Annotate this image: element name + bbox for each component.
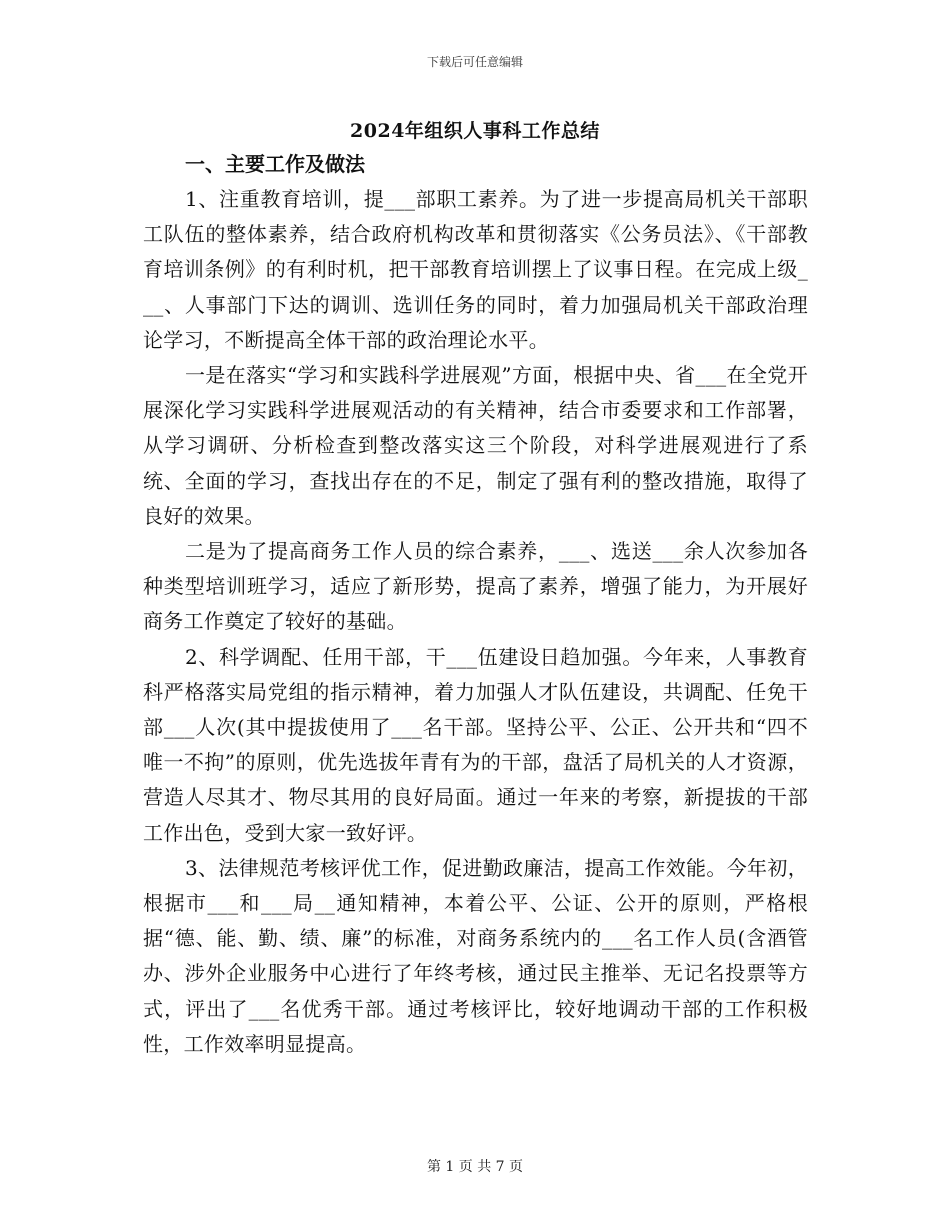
paragraph-staff-quality: 二是为了提高商务工作人员的综合素养，___、选送___余人次参加各种类型培训班学习，适应了新形势，提高了素养，增强了能力，为开展好商务工作奠定了较好的基础。 (143, 539, 808, 634)
paragraph-cadre-appointment: 2、科学调配、任用干部，干___伍建设日趋加强。今年来，人事教育科严格落实局党组的指示精神，着力加强人才队伍建设，共调配、任免干部___人次(其中提拔使用了___名干部。坚持公平、公正、公开共和“四不唯一不拘”的原则，优先选拔年青有为的干部，盘活了局机关的人才资源，营造人尽其才、物尽其用的良好局面。通过一年来的考察，新提拔的干部工作出色，受到大家一致好评。 (143, 644, 808, 845)
document-title: 2024年组织人事科工作总结 (350, 120, 600, 142)
section-heading: 一、主要工作及做法 (185, 152, 365, 176)
page-number: 第 1 页 共 7 页 (426, 1159, 524, 1175)
paragraph-assessment: 3、法律规范考核评优工作，促进勤政廉洁，提高工作效能。今年初，根据市___和___局__通知精神，本着公平、公证、公开的原则，严格根据“德、能、勤、绩、廉”的标准，对商务系统内的___名工作人员(含酒管办、涉外企业服务中心进行了年终考核，通过民主推举、无记名投票等方式，评出了___名优秀干部。通过考核评比，较好地调动干部的工作积极性，工作效率明显提高。 (143, 855, 808, 1056)
paragraph-scientific-development: 一是在落实“学习和实践科学进展观”方面，根据中央、省___在全党开展深化学习实践科学进展观活动的有关精神，结合市委要求和工作部署，从学习调研、分析检查到整改落实这三个阶段，对科学进展观进行了系统、全面的学习，查找出存在的不足，制定了强有利的整改措施，取得了良好的效果。 (143, 363, 808, 528)
document-body (143, 150, 808, 1062)
paragraph-education-training: 1、注重教育培训，提___部职工素养。为了进一步提高局机关干部职工队伍的整体素养，结合政府机构改革和贯彻落实《公务员法》、《干部教育培训条例》的有利时机，把干部教育培训摆上了议事日程。在完成上级___、人事部门下达的调训、选训任务的同时，着力加强局机关干部政治理论学习，不断提高全体干部的政治理论水平。 (143, 187, 808, 352)
header-note: 下载后可任意编辑 (426, 55, 523, 69)
